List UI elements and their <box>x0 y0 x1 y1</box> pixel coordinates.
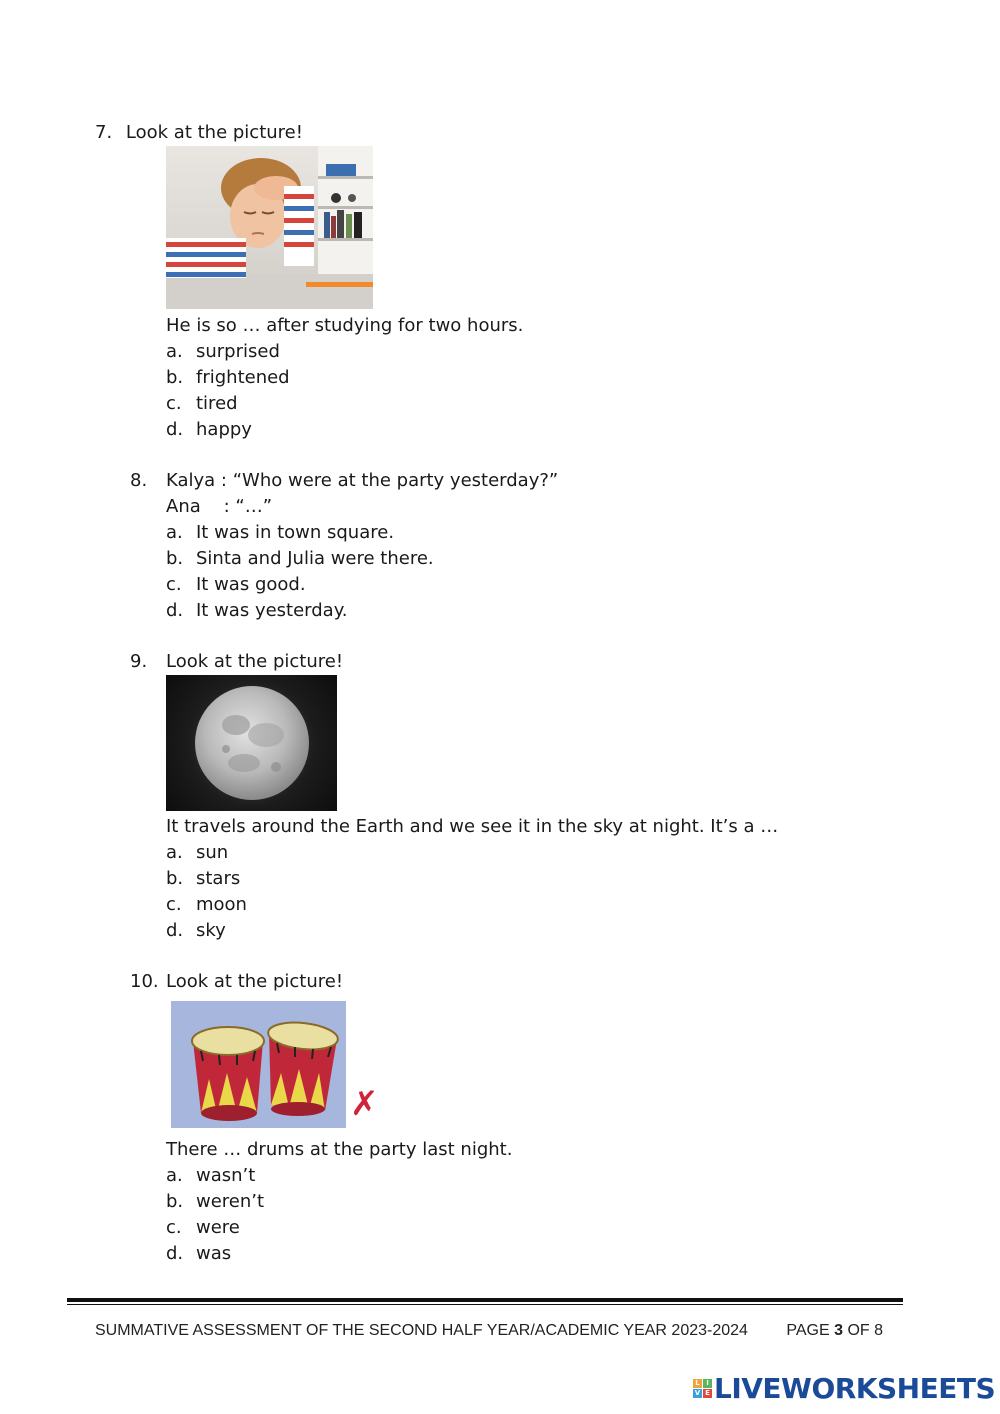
logo-letter: E <box>703 1389 712 1398</box>
option-text: frightened <box>196 367 290 388</box>
option-letter: a. <box>166 842 183 863</box>
option-letter: a. <box>166 522 183 543</box>
logo-letter: I <box>703 1379 712 1388</box>
question-7-text: He is so … after studying for two hours. <box>166 315 524 336</box>
option-a[interactable] <box>166 520 434 546</box>
moon-image <box>166 675 337 811</box>
option-text: sun <box>196 842 229 863</box>
page-label: PAGE <box>786 1322 830 1339</box>
question-9-options <box>166 840 247 944</box>
logo-letter: L <box>693 1379 702 1388</box>
cross-mark-icon: ✗ <box>350 1084 379 1124</box>
question-8-options <box>166 520 434 624</box>
page-of: OF 8 <box>847 1322 884 1339</box>
option-text: It was good. <box>196 574 306 595</box>
footer-divider-thin <box>67 1304 903 1305</box>
option-letter: b. <box>166 868 184 889</box>
question-8-number: 8. <box>130 470 148 491</box>
question-8-line-1: Kalya : “Who were at the party yesterday?” <box>166 470 559 491</box>
option-text: were <box>196 1217 240 1238</box>
option-text: happy <box>196 419 252 440</box>
question-10-text: There … drums at the party last night. <box>166 1139 513 1160</box>
question-7-header <box>95 120 303 146</box>
question-7-options <box>166 339 290 443</box>
option-letter: d. <box>166 419 184 440</box>
option-text: tired <box>196 393 238 414</box>
option-b[interactable] <box>166 1189 264 1215</box>
logo-icon <box>693 1379 712 1398</box>
option-text: stars <box>196 868 241 889</box>
option-c[interactable] <box>166 391 290 417</box>
option-letter: b. <box>166 367 184 388</box>
option-text: weren’t <box>196 1191 265 1212</box>
option-letter: d. <box>166 1243 184 1264</box>
option-text: was <box>196 1243 232 1264</box>
option-letter: c. <box>166 574 182 595</box>
brand-name: LIVEWORKSHEETS <box>714 1372 996 1405</box>
option-c[interactable] <box>166 572 434 598</box>
option-d[interactable] <box>166 417 290 443</box>
option-a[interactable] <box>166 339 290 365</box>
footer <box>95 1322 883 1340</box>
option-a[interactable] <box>166 1163 264 1189</box>
footer-divider <box>67 1298 903 1302</box>
option-text: sky <box>196 920 226 941</box>
page-number: 3 <box>834 1322 844 1339</box>
option-b[interactable] <box>166 546 434 572</box>
option-text: moon <box>196 894 247 915</box>
option-d[interactable] <box>166 1241 264 1267</box>
question-prompt: Look at the picture! <box>125 122 303 143</box>
liveworksheets-logo[interactable] <box>693 1372 995 1405</box>
option-letter: d. <box>166 920 184 941</box>
option-letter: a. <box>166 1165 183 1186</box>
option-text: It was in town square. <box>196 522 395 543</box>
option-a[interactable] <box>166 840 247 866</box>
option-letter: d. <box>166 600 184 621</box>
option-text: surprised <box>196 341 280 362</box>
option-letter: b. <box>166 1191 184 1212</box>
option-letter: c. <box>166 1217 182 1238</box>
tired-boy-image <box>166 146 373 309</box>
option-letter: c. <box>166 894 182 915</box>
question-number: 7. <box>95 122 113 143</box>
option-c[interactable] <box>166 892 247 918</box>
option-c[interactable] <box>166 1215 264 1241</box>
option-letter: a. <box>166 341 183 362</box>
option-d[interactable] <box>166 598 434 624</box>
option-b[interactable] <box>166 866 247 892</box>
option-b[interactable] <box>166 365 290 391</box>
drums-image <box>171 1001 346 1128</box>
page-indicator <box>786 1322 883 1339</box>
option-text: wasn’t <box>196 1165 256 1186</box>
logo-letter: V <box>694 1389 701 1397</box>
option-letter: c. <box>166 393 182 414</box>
option-text: It was yesterday. <box>196 600 348 621</box>
question-10-options <box>166 1163 264 1267</box>
question-10-prompt: Look at the picture! <box>166 971 344 992</box>
option-letter: b. <box>166 548 184 569</box>
question-9-prompt: Look at the picture! <box>166 651 344 672</box>
question-9-number: 9. <box>130 651 148 672</box>
question-8-line-2: Ana : “…” <box>166 496 273 517</box>
footer-title: SUMMATIVE ASSESSMENT OF THE SECOND HALF YEAR/ACADEMIC YEAR 2023-2024 <box>95 1322 748 1339</box>
question-9-text: It travels around the Earth and we see it in the sky at night. It’s a … <box>166 816 779 837</box>
option-text: Sinta and Julia were there. <box>196 548 434 569</box>
option-d[interactable] <box>166 918 247 944</box>
question-10-number: 10. <box>130 971 159 992</box>
